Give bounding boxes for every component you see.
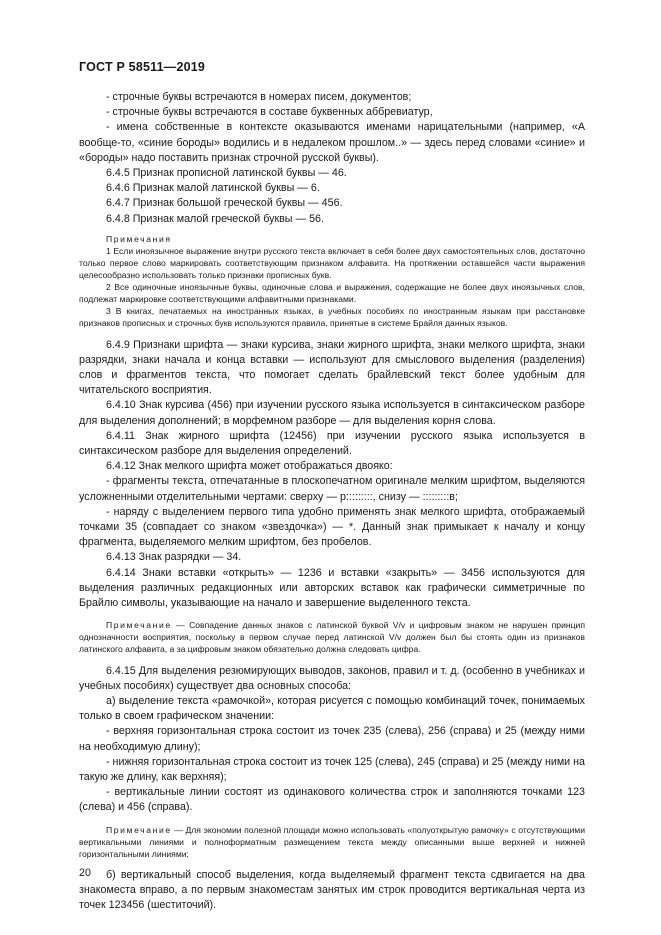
clause-6-4-10: 6.4.10 Знак курсива (456) при изучении русского языка используется в синтаксическом разборе для выделения дополнений; в морфемном разборе — для выделения корня слова. <box>79 399 585 427</box>
clause-6-4-15: 6.4.15 Для выделения резюмирующих выводов, законов, правил и т. д. (особенно в учебниках и учебных пособиях) существует два основных способа: <box>79 664 585 692</box>
note-2: 2 Все одиночные иноязычные буквы, одиночные слова и выражения, содержащие не более двух иноязычных слов, подлежат маркировке соответствующими алфавитными признаками. <box>79 282 585 305</box>
note-1: 1 Если иноязычное выражение внутри русского текста включает в себя более двух самостоятельных слов, достаточно только первое слово маркировать соответствующим признаком алфавита. На протяжении оставшейся части выражения целесообразно использовать только признаки прописных букв. <box>79 245 585 281</box>
page-content <box>79 90 585 913</box>
standard-header: ГОСТ Р 58511—2019 <box>79 60 206 74</box>
clause-6-4-13: 6.4.13 Знак разрядки — 34. <box>106 551 242 564</box>
note-text: — Для экономии полезной площади можно использовать «полуоткрытую рамочку» с отсутствующими вертикальными линиями и полноформатным размещением текста между описанными выше верхней и нижней горизонтальными линиями; <box>79 824 585 859</box>
method-b-vertical: б) вертикальный способ выделения, когда выделяемый фрагмент текста сдвигается на два знакоместа вправо, а по первым знакоместам занятых им строк проводится вертикальная черта из точек 123456 (шеститочий). <box>79 868 585 912</box>
clause-6-4-6: 6.4.6 Признак малой латинской буквы — 6. <box>106 182 320 195</box>
bullet-lower-line: - нижняя горизонтальная строка состоит из точек 125 (слева), 245 (справа) и 25 (между ними на такую же длину, как верхняя); <box>79 755 585 783</box>
note-3: 3 В книгах, печатаемых на иностранных языках, в учебных пособиях по иностранным языкам при расстановке признаков прописных и строчных букв используются правила, принятые в системе Брайля данных языков. <box>79 306 585 329</box>
bullet-upper-line: - верхняя горизонтальная строка состоит из точек 235 (слева), 256 (справа) и 25 (между ними на необходимую длину); <box>79 725 585 753</box>
clause-6-4-14: 6.4.14 Знаки вставки «открыть» — 1236 и вставки «закрыть» — 3456 используются для выделения различных редакционных или авторских вставок как графически симметричные по Брайлю символы, указывающие на начало и завершение выделенного текста. <box>79 566 585 610</box>
method-a-frame: а) выделение текста «рамочкой», которая рисуется с помощью комбинаций точек, понимаемых только в своем графическом значении: <box>79 694 585 723</box>
clause-6-4-7: 6.4.7 Признак большой греческой буквы — 456. <box>106 197 343 210</box>
note-text: — Совпадение данных знаков с латинской буквой V/v и цифровым знаком не нарушен принцип однозначности восприятия, поскольку в первом случае перед латинской V/v должен был бы стоять один из признаков латинского алфавита, а за цифровым знаком обязательно должна следовать цифра. <box>79 620 585 655</box>
note-half-open-frame <box>79 824 585 860</box>
clause-6-4-11: 6.4.11 Знак жирного шрифта (12456) при изучении русского языка используется в синтаксическом разборе для выделения определений. <box>79 429 585 457</box>
bullet-proper-names: - имена собственные в контексте оказываются именами нарицательными (например, «А вообще-то, «синие бороды» водились и в недалеком прошлом..» — здесь перед словами «синие» и «бороды» надо поставить признак строчной русской буквы). <box>79 121 585 164</box>
notes-heading <box>79 233 585 245</box>
note-heading: Примечание <box>106 824 172 835</box>
note-insert-signs <box>79 619 585 655</box>
clause-6-4-12: 6.4.12 Знак мелкого шрифта может отображаться двояко: <box>106 460 393 473</box>
clause-6-4-5: 6.4.5 Признак прописной латинской буквы — 46. <box>106 167 347 180</box>
page-number: 20 <box>79 867 91 879</box>
notes-heading-text: Примечания <box>106 233 172 244</box>
clause-6-4-8: 6.4.8 Признак малой греческой буквы — 56. <box>106 212 324 225</box>
note-heading: Примечание <box>106 620 172 631</box>
bullet-small-print-sign: - наряду с выделением первого типа удобно применять знак мелкого шрифта, отображаемый точками 35 (совпадает со знаком «звездочка») — *. Данный знак примыкает к началу и концу фрагмента, выделяемого мелким шрифтом, без пробелов. <box>79 505 585 549</box>
clause-6-4-9: 6.4.9 Признаки шрифта — знаки курсива, знаки жирного шрифта, знаки мелкого шрифта, знаки разрядки, знаки начала и конца вставки — используют для смыслового выделения (разделения) слов и фрагментов текста, что помогает сделать брайлевский текст более удобным для читательского восприятия. <box>79 338 585 397</box>
bullet-vertical-lines: - вертикальные линии состоят из одинакового количества строк и заполняются точками 123 (слева) и 456 (справа). <box>79 786 585 814</box>
bullet-small-print-fragments: - фрагменты текста, отпечатанные в плоскопечатном оригинале мелким шрифтом, выделяются усложненными отделительными чертами: сверху — р:::::::::, снизу — :::::::::в; <box>79 475 585 503</box>
bullet-letters-abbreviations: - строчные буквы встречаются в составе буквенных аббревиатур, <box>106 106 433 119</box>
bullet-letters-numbers: - строчные буквы встречаются в номерах писем, документов; <box>106 91 412 103</box>
